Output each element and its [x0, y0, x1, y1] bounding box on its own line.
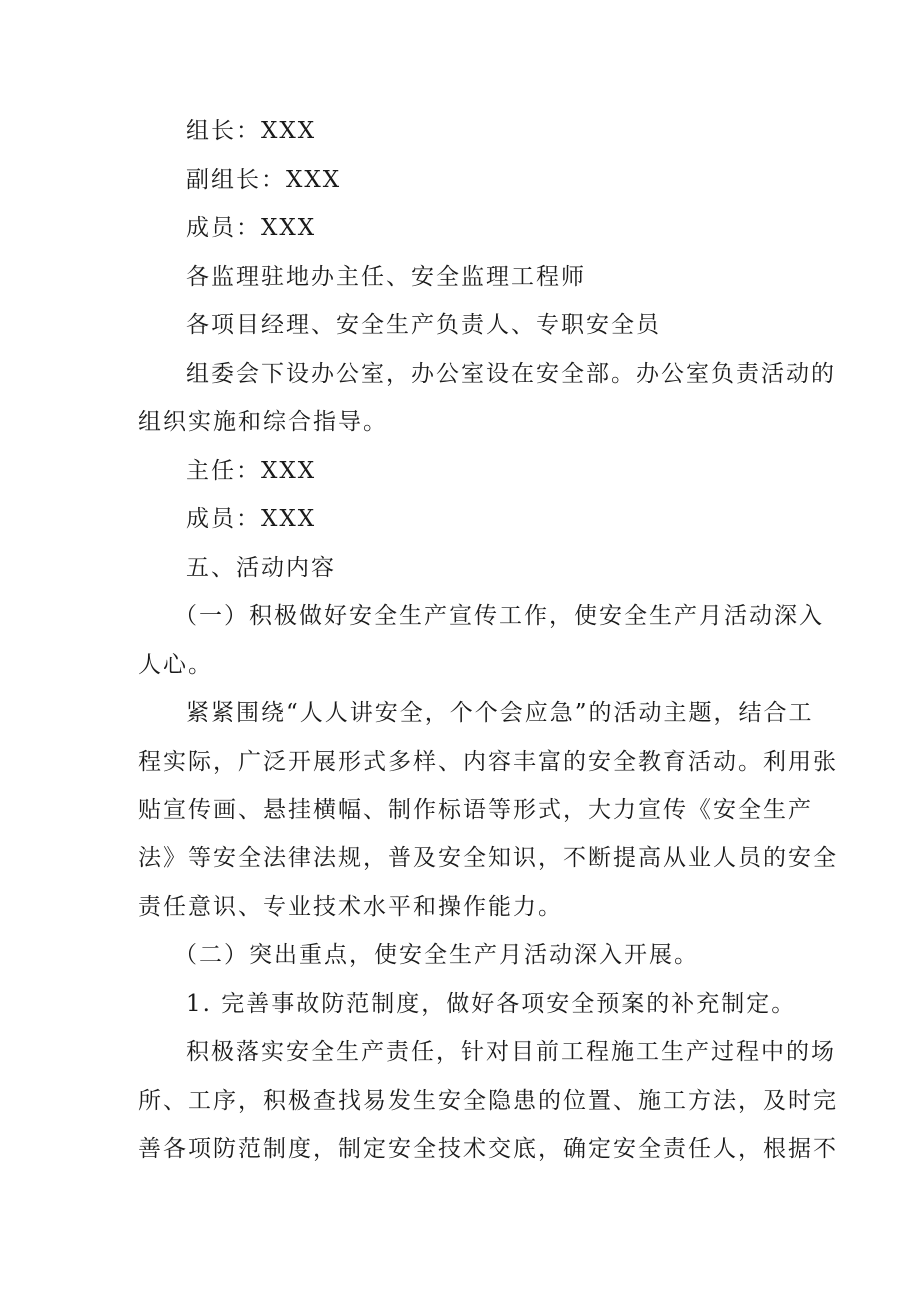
text-line: 责任意识、专业技术水平和操作能力。	[138, 894, 563, 920]
text-line: 副组长：XXX	[186, 167, 342, 193]
text-line: 程实际，广泛开展形式多样、内容丰富的安全教育活动。利用张	[138, 749, 838, 775]
subsection-heading: （一）积极做好安全生产宣传工作，使安全生产月活动深入	[174, 603, 824, 629]
text-line: 成员：XXX	[186, 215, 317, 241]
text-line: 主任：XXX	[186, 458, 317, 484]
subsection-heading: （二）突出重点，使安全生产月活动深入开展。	[174, 942, 699, 968]
text-line: 各项目经理、安全生产负责人、专职安全员	[186, 312, 661, 338]
text-line: 组长：XXX	[186, 118, 317, 144]
text-line: 法》等安全法律法规，普及安全知识，不断提高从业人员的安全	[138, 845, 838, 871]
text-line: 组织实施和综合指导。	[138, 409, 388, 435]
text-line: 积极落实安全生产责任，针对目前工程施工生产过程中的场	[186, 1039, 836, 1065]
text-line: 成员：XXX	[186, 506, 317, 532]
text-line: 贴宣传画、悬挂横幅、制作标语等形式，大力宣传《安全生产	[138, 797, 813, 823]
text-line: 组委会下设办公室，办公室设在安全部。办公室负责活动的	[186, 361, 836, 387]
text-line: 善各项防范制度，制定安全技术交底，确定安全责任人，根据不	[138, 1136, 838, 1162]
text-line: 紧紧围绕“人人讲安全，个个会应急”的活动主题，结合工	[186, 700, 814, 726]
text-line: 各监理驻地办主任、安全监理工程师	[186, 264, 586, 290]
text-line: 所、工序，积极查找易发生安全隐患的位置、施工方法，及时完	[138, 1088, 838, 1114]
text-line: 1. 完善事故防范制度，做好各项安全预案的补充制定。	[186, 991, 797, 1017]
text-line: 人心。	[138, 652, 213, 678]
section-heading: 五、活动内容	[186, 555, 336, 581]
